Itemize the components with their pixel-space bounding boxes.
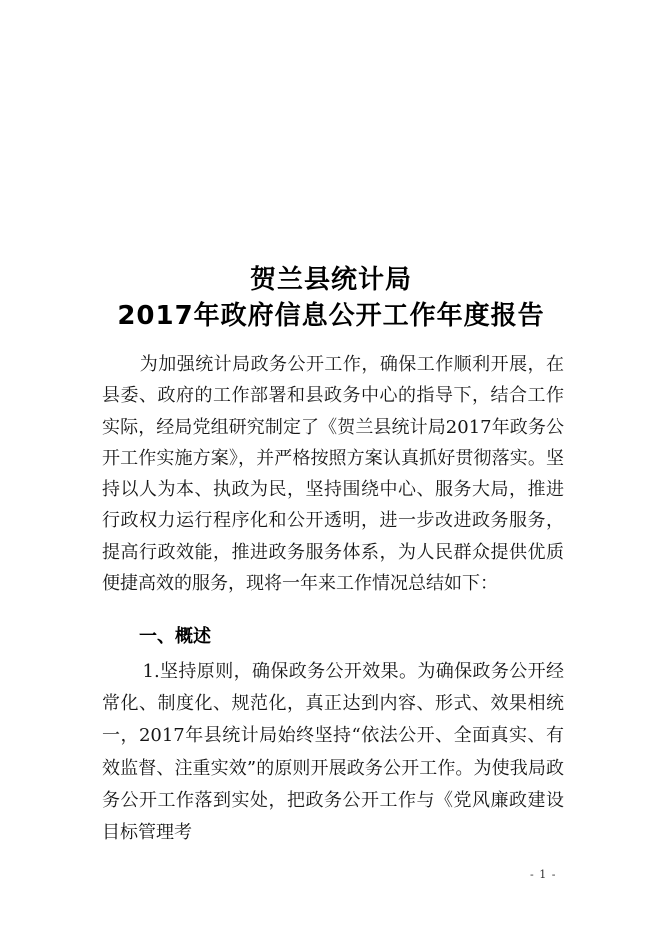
section-paragraph-1: 1.坚持原则，确保政务公开效果。为确保政务公开经常化、制度化、规范化，真正达到内容、形式、效果相统一，2017年县统计局始终坚持“依法公开、全面真实、有效监督、注重实效”的原则开展政务公开工作。为使我局政务公开工作落到实处，把政务公开工作与《党风廉政建设目标管理考 (102, 661, 564, 844)
page-number: - 1 - (530, 868, 557, 881)
section-heading-overview: 一、概述 (139, 626, 211, 647)
intro-paragraph: 为加强统计局政务公开工作，确保工作顺利开展，在县委、政府的工作部署和县政务中心的指导下，结合工作实际，经局党组研究制定了《贺兰县统计局2017年政务公开工作实施方案》，并严格按照方案认真抓好贯彻落实。坚持以人为本、执政为民，坚持围绕中心、服务大局，推进行政权力运行程序化和公开透明，进一步改进政务服务，提高行政效能，推进政务服务体系，为人民群众提供优质便捷高效的服务，现将一年来工作情况总结如下： (102, 354, 564, 595)
document-title (0, 262, 662, 334)
title-line-report: 2017年政府信息公开工作年度报告 (117, 301, 545, 331)
title-line-agency: 贺兰县统计局 (249, 265, 412, 295)
